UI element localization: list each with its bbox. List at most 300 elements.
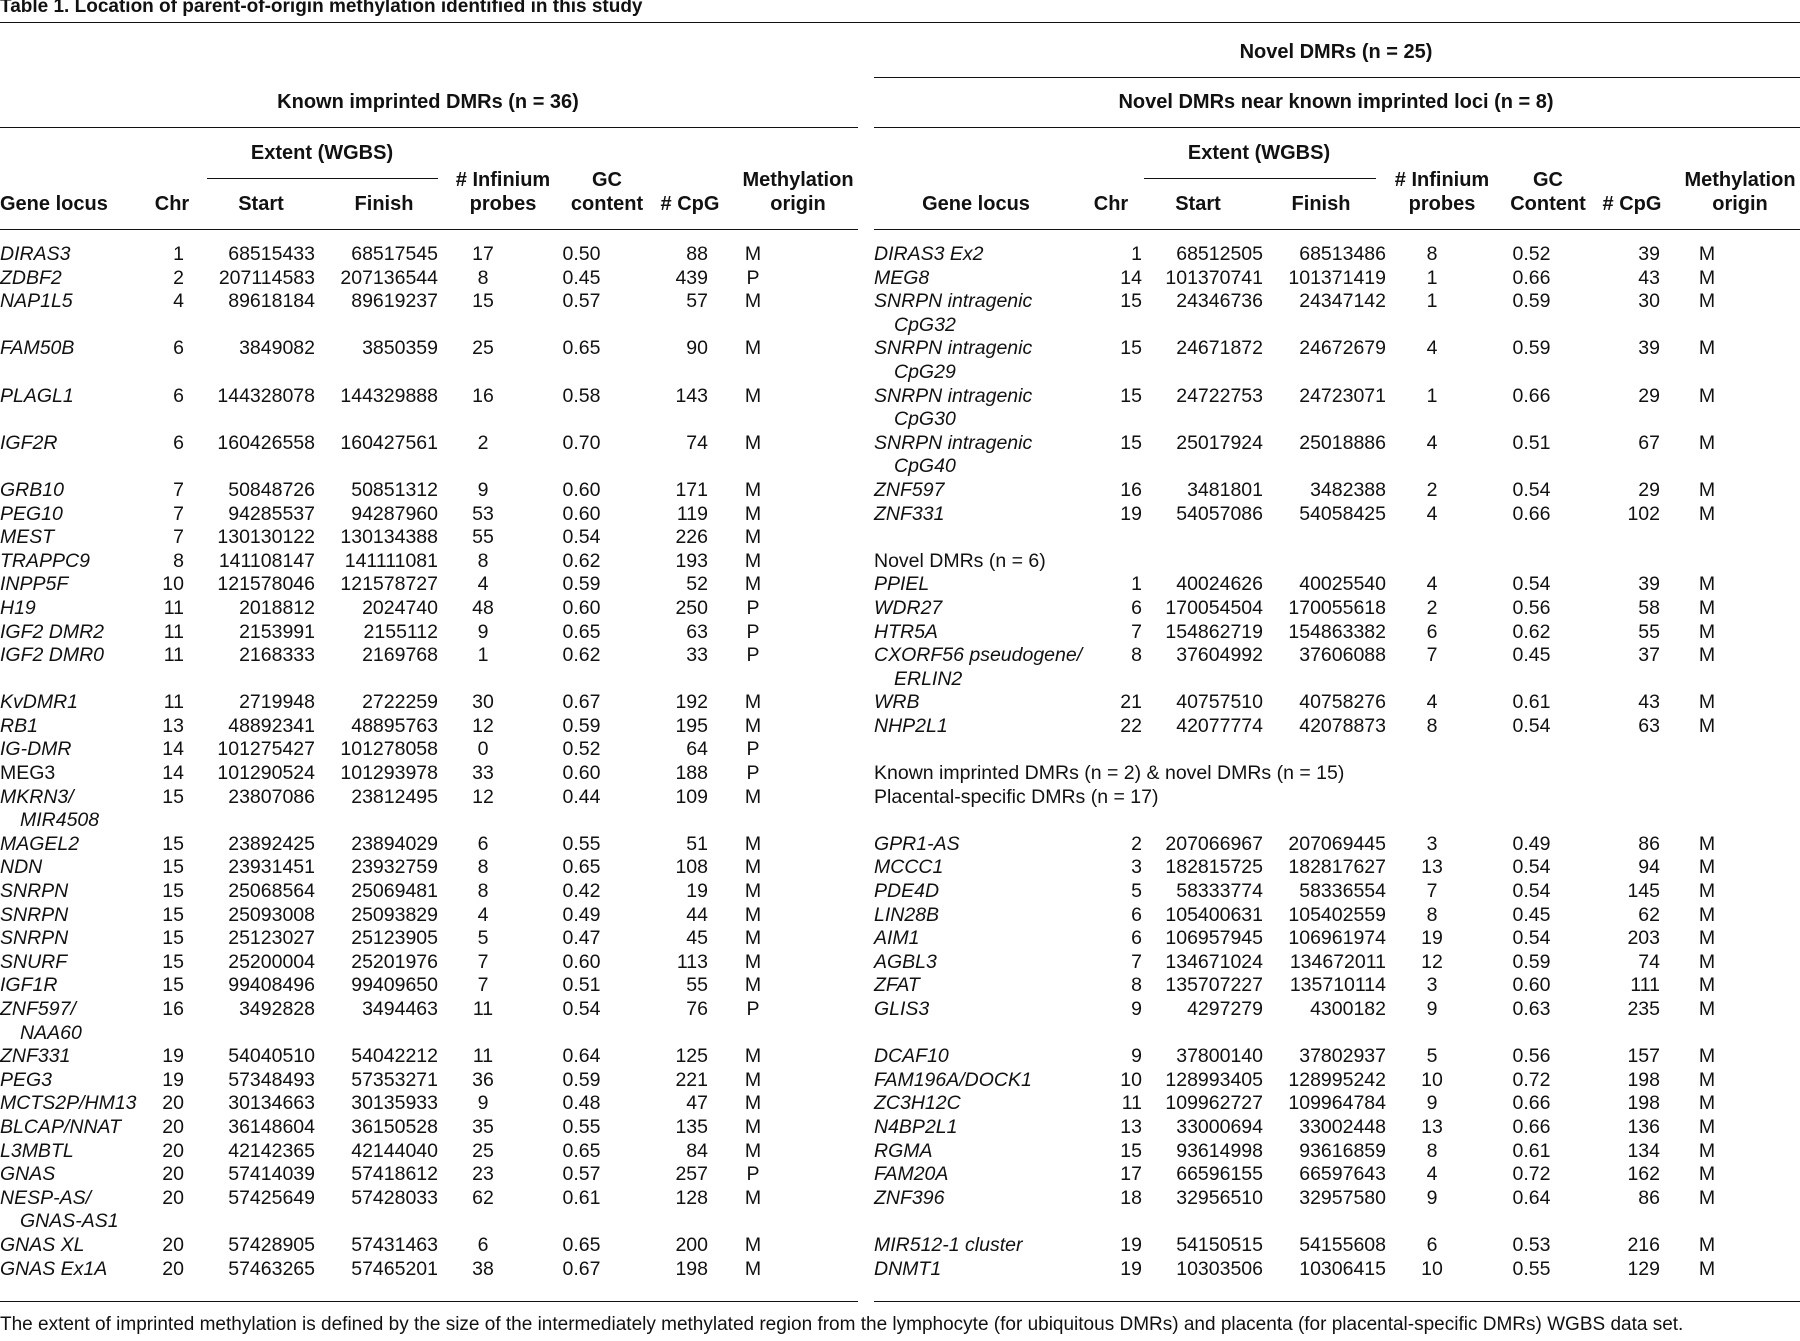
methylation-cell: P — [746, 738, 760, 761]
gene-locus-cell: IGF2 DMR2 — [0, 620, 105, 643]
chr-cell: 15 — [1120, 290, 1142, 313]
infinium-cell: 1 — [1426, 266, 1438, 289]
finish-cell: 207136544 — [340, 266, 438, 289]
infinium-cell: 7 — [1426, 880, 1438, 903]
infinium-cell: 9 — [477, 1092, 489, 1115]
finish-cell: 134672011 — [1289, 950, 1386, 973]
infinium-cell: 9 — [1426, 1186, 1438, 1209]
extent-rule — [1144, 178, 1376, 179]
infinium-cell: 9 — [477, 620, 489, 643]
chr-cell: 7 — [1131, 620, 1142, 643]
chr-cell: 15 — [1120, 337, 1142, 360]
gene-locus-cell: L3MBTL — [0, 1139, 74, 1162]
finish-cell: 170055618 — [1288, 596, 1386, 619]
methylation-cell: M — [1698, 502, 1716, 525]
finish-cell: 37606088 — [1299, 644, 1386, 667]
start-cell: 58333774 — [1176, 880, 1263, 903]
chr-cell: 9 — [1131, 1045, 1142, 1068]
gc-cell: 0.55 — [562, 1115, 601, 1138]
table-row — [0, 573, 798, 597]
gc-cell: 0.52 — [1512, 243, 1551, 265]
gene-locus-cell: PDE4D — [874, 880, 940, 903]
gene-locus-cell: BLCAP/NNAT — [0, 1115, 121, 1138]
infinium-cell: 16 — [472, 384, 494, 407]
table-row — [874, 573, 1754, 597]
gene-locus-cell: SNRPN — [0, 880, 69, 903]
gc-cell: 0.59 — [1512, 337, 1551, 360]
extent-rule — [207, 178, 438, 179]
start-cell: 23807086 — [228, 785, 315, 808]
methylation-cell: M — [1698, 243, 1716, 265]
chr-cell: 21 — [1120, 691, 1142, 714]
finish-cell: 24672679 — [1299, 337, 1386, 360]
infinium-cell: 10 — [1421, 1068, 1443, 1091]
gene-locus-cell: ZNF396 — [874, 1186, 945, 1209]
finish-cell: 54058425 — [1299, 502, 1386, 525]
start-cell: 141108147 — [218, 549, 315, 572]
table-row — [874, 715, 1754, 739]
chr-cell: 19 — [1120, 502, 1142, 525]
finish-cell: 182817627 — [1288, 856, 1386, 879]
table-row — [0, 621, 798, 645]
infinium-cell: 25 — [472, 1139, 494, 1162]
infinium-cell: 1 — [1426, 290, 1438, 313]
chr-cell: 13 — [1120, 1115, 1142, 1138]
start-cell: 130130122 — [217, 526, 315, 549]
gc-cell: 0.60 — [1512, 974, 1551, 997]
infinium-cell: 0 — [477, 738, 489, 761]
start-cell: 101290524 — [217, 762, 315, 785]
infinium-cell: 6 — [477, 832, 489, 855]
infinium-cell: 3 — [1426, 832, 1438, 855]
finish-cell: 94287960 — [351, 502, 438, 525]
methylation-cell: M — [1698, 1092, 1716, 1115]
table-row — [0, 998, 798, 1022]
finish-cell: 57465201 — [351, 1257, 438, 1280]
start-cell: 128993405 — [1165, 1068, 1263, 1091]
methylation-cell: M — [744, 243, 762, 265]
finish-cell: 141111081 — [344, 549, 438, 572]
cpg-cell: 192 — [675, 691, 708, 714]
infinium-cell: 23 — [472, 1163, 494, 1186]
gene-locus-cell: MEG8 — [874, 266, 930, 289]
start-cell: 57414039 — [228, 1163, 315, 1186]
table-row — [874, 880, 1754, 904]
start-cell: 25068564 — [228, 880, 315, 903]
table-row — [874, 526, 1754, 550]
infinium-cell: 8 — [1426, 1139, 1438, 1162]
finish-cell: 101293978 — [340, 762, 438, 785]
infinium-cell: 12 — [1421, 950, 1443, 973]
header-bottom-rule-right — [874, 229, 1800, 230]
table-row — [874, 1210, 1754, 1234]
start-cell: 40024626 — [1176, 573, 1263, 596]
table-row — [874, 974, 1754, 998]
finish-cell: 68517545 — [351, 243, 438, 265]
chr-cell: 19 — [1120, 1233, 1142, 1256]
cpg-cell: 84 — [686, 1139, 708, 1162]
gc-cell: 0.61 — [1512, 1139, 1551, 1162]
spacer-row — [0, 455, 798, 479]
start-cell: 2153991 — [239, 620, 315, 643]
chr-cell: 18 — [1120, 1186, 1142, 1209]
cpg-cell: 52 — [686, 573, 708, 596]
table-row — [0, 526, 798, 550]
chr-cell: 7 — [173, 526, 184, 549]
gene-locus-cell: PEG3 — [0, 1068, 53, 1091]
cpg-cell: 39 — [1638, 573, 1660, 596]
chr-cell: 8 — [1131, 974, 1142, 997]
gc-cell: 0.54 — [1512, 478, 1551, 501]
gc-cell: 0.66 — [1512, 1092, 1551, 1115]
gc-cell: 0.53 — [1512, 1233, 1551, 1256]
left-caption-rule — [0, 127, 858, 128]
methylation-cell: M — [744, 1115, 762, 1138]
gene-locus-cell: SNURF — [0, 950, 68, 973]
start-cell: 170054504 — [1165, 596, 1263, 619]
finish-cell: 48895763 — [351, 714, 438, 737]
gc-cell: 0.54 — [1512, 573, 1551, 596]
novel-near-known-caption: Novel DMRs near known imprinted loci (n = 8) — [1118, 91, 1554, 113]
infinium-cell: 8 — [477, 266, 489, 289]
chr-cell: 4 — [173, 290, 184, 313]
gene-locus-cell: RB1 — [0, 714, 38, 737]
finish-cell: 99409650 — [351, 974, 438, 997]
methylation-cell: M — [744, 290, 762, 313]
table-row — [0, 1116, 798, 1140]
methylation-cell: M — [1698, 1163, 1716, 1186]
chr-cell: 19 — [162, 1045, 184, 1068]
gene-locus-cell: MKRN3/ — [0, 785, 74, 808]
table-row — [0, 951, 798, 975]
start-cell: 57348493 — [228, 1068, 315, 1091]
chr-cell: 15 — [162, 832, 184, 855]
gene-locus-cell: NAP1L5 — [0, 290, 73, 313]
table-row — [0, 597, 798, 621]
methylation-cell: M — [744, 1092, 762, 1115]
gc-cell: 0.44 — [562, 785, 601, 808]
methylation-cell: M — [1698, 998, 1716, 1020]
table-row — [874, 998, 1754, 1022]
table-row — [874, 337, 1754, 361]
infinium-header-1: # Infinium — [1394, 169, 1490, 191]
cpg-cell: 94 — [1638, 856, 1660, 879]
table-row — [0, 243, 798, 267]
infinium-cell: 4 — [477, 573, 489, 596]
chr-cell: 8 — [173, 549, 184, 572]
cpg-cell: 63 — [1638, 714, 1660, 737]
methylation-cell: M — [744, 880, 762, 903]
methylation-cell: M — [744, 1139, 762, 1162]
table-row — [0, 644, 798, 668]
infinium-cell: 7 — [477, 974, 489, 997]
methylation-cell: M — [1698, 596, 1716, 619]
gene-locus-cell: MIR512-1 cluster — [874, 1233, 1023, 1256]
cpg-cell: 143 — [675, 384, 708, 407]
methylation-cell: M — [744, 1257, 762, 1280]
start-cell: 42142365 — [228, 1139, 315, 1162]
infinium-header-2: probes — [469, 193, 537, 215]
gc-cell: 0.59 — [1512, 290, 1551, 313]
gc-cell: 0.52 — [562, 738, 601, 761]
infinium-cell: 9 — [1426, 1092, 1438, 1115]
start-cell: 23892425 — [228, 832, 315, 855]
infinium-cell: 4 — [1426, 502, 1438, 525]
infinium-cell: 13 — [1421, 856, 1443, 879]
infinium-cell: 35 — [472, 1115, 494, 1138]
infinium-cell: 11 — [472, 1045, 494, 1068]
chr-cell: 15 — [162, 785, 184, 808]
gc-cell: 0.54 — [1512, 880, 1551, 903]
cpg-cell: 86 — [1638, 1186, 1660, 1209]
finish-cell: 135710114 — [1289, 974, 1386, 997]
methylation-cell: M — [744, 1045, 762, 1068]
cpg-cell: 109 — [675, 785, 708, 808]
gene-locus-cell: GNAS XL — [0, 1233, 85, 1256]
methylation-cell: M — [1698, 1257, 1716, 1280]
table-row — [0, 1045, 798, 1069]
gc-header-2: content — [570, 193, 644, 215]
infinium-cell: 53 — [472, 502, 494, 525]
methylation-cell: M — [1698, 714, 1716, 737]
start-cell: 48892341 — [228, 714, 315, 737]
gc-cell: 0.57 — [562, 1163, 601, 1186]
finish-cell: 57418612 — [351, 1163, 438, 1186]
table-row — [874, 503, 1754, 527]
start-cell: 54057086 — [1176, 502, 1263, 525]
gene-locus-cell: SNRPN — [0, 903, 69, 926]
gc-cell: 0.49 — [1512, 832, 1551, 855]
table-row — [874, 691, 1754, 715]
chr-cell: 14 — [162, 762, 184, 785]
finish-header: Finish — [1291, 193, 1351, 215]
infinium-cell: 8 — [477, 549, 489, 572]
methylation-header-1: Methylation — [742, 169, 854, 191]
table-row — [0, 1022, 798, 1046]
infinium-cell: 2 — [1426, 596, 1438, 619]
cpg-header: # CpG — [1602, 193, 1662, 215]
gc-cell: 0.54 — [562, 526, 601, 549]
methylation-cell: M — [744, 927, 762, 950]
gene-locus-cell: DNMT1 — [874, 1257, 942, 1280]
gc-cell: 0.65 — [562, 1139, 601, 1162]
table-row — [0, 904, 798, 928]
gene-locus-cell: ZNF331 — [0, 1045, 71, 1068]
table-row — [874, 550, 1754, 574]
chr-cell: 7 — [173, 502, 184, 525]
gene-locus-cell: GNAS Ex1A — [0, 1257, 108, 1280]
infinium-cell: 62 — [472, 1186, 494, 1209]
known-dmrs-caption: Known imprinted DMRs (n = 36) — [277, 91, 579, 113]
gene-locus-cell: PPIEL — [874, 573, 930, 596]
chr-cell: 9 — [1131, 998, 1142, 1020]
methylation-cell: M — [1698, 950, 1716, 973]
start-cell: 36148604 — [228, 1115, 315, 1138]
chr-cell: 15 — [162, 903, 184, 926]
cpg-cell: 193 — [675, 549, 708, 572]
chr-cell: 7 — [173, 478, 184, 501]
chr-cell: 15 — [1120, 1139, 1142, 1162]
methylation-cell: M — [1698, 337, 1716, 360]
gc-cell: 0.59 — [562, 573, 601, 596]
table-row — [874, 479, 1754, 503]
cpg-cell: 111 — [1630, 974, 1660, 997]
gene-locus-continuation: NAA60 — [20, 1021, 82, 1044]
finish-cell: 4300182 — [1310, 998, 1386, 1020]
right-caption-rule — [874, 127, 1800, 128]
cpg-cell: 157 — [1627, 1045, 1660, 1068]
cpg-cell: 47 — [686, 1092, 708, 1115]
infinium-cell: 8 — [1426, 243, 1438, 265]
infinium-cell: 55 — [472, 526, 494, 549]
gc-cell: 0.58 — [562, 384, 601, 407]
gene-locus-cell: MCTS2P/HM13 — [0, 1092, 137, 1115]
start-cell: 134671024 — [1165, 950, 1263, 973]
finish-cell: 154863382 — [1288, 620, 1386, 643]
methylation-cell: M — [1698, 1045, 1716, 1068]
chr-cell: 6 — [1131, 596, 1142, 619]
table-row — [0, 361, 798, 385]
gc-cell: 0.60 — [562, 502, 601, 525]
methylation-cell: M — [1698, 927, 1716, 950]
cpg-cell: 257 — [675, 1163, 708, 1186]
table-row — [0, 1187, 798, 1211]
cpg-cell: 29 — [1638, 384, 1660, 407]
methylation-header-2: origin — [770, 193, 826, 215]
gene-locus-cell: ZDBF2 — [0, 266, 62, 289]
gc-cell: 0.65 — [562, 856, 601, 879]
gc-header-2: Content — [1510, 193, 1586, 215]
gc-cell: 0.60 — [562, 596, 601, 619]
gc-cell: 0.51 — [1512, 431, 1551, 454]
table-row — [0, 290, 798, 314]
table-row — [0, 927, 798, 951]
section-label: Novel DMRs (n = 6) — [874, 549, 1046, 572]
methylation-cell: P — [746, 1163, 760, 1186]
finish-cell: 33002448 — [1299, 1115, 1386, 1138]
start-cell: 3492828 — [239, 998, 315, 1020]
gene-locus-cell: FAM20A — [874, 1163, 949, 1186]
gene-locus-cell: ZFAT — [874, 974, 920, 997]
chr-cell: 10 — [162, 573, 184, 596]
gc-cell: 0.50 — [562, 243, 601, 265]
chr-cell: 15 — [162, 880, 184, 903]
methylation-cell: M — [1698, 290, 1716, 313]
finish-header: Finish — [354, 193, 414, 215]
cpg-cell: 39 — [1638, 243, 1660, 265]
table-row — [874, 1116, 1754, 1140]
infinium-cell: 12 — [472, 785, 494, 808]
methylation-cell: M — [744, 549, 762, 572]
gene-locus-cell: MEG3 — [0, 762, 56, 785]
methylation-cell: M — [1698, 620, 1716, 643]
gene-locus-cell: DIRAS3 Ex2 — [874, 243, 984, 265]
table-row — [0, 1234, 798, 1258]
methylation-cell: M — [744, 714, 762, 737]
start-cell: 135707227 — [1165, 974, 1263, 997]
gc-cell: 0.56 — [1512, 1045, 1551, 1068]
infinium-cell: 9 — [477, 478, 489, 501]
gc-cell: 0.65 — [562, 1233, 601, 1256]
finish-cell: 23812495 — [351, 785, 438, 808]
spacer-row — [0, 314, 798, 338]
finish-cell: 101278058 — [340, 738, 438, 761]
finish-cell: 37802937 — [1299, 1045, 1386, 1068]
methylation-cell: M — [1698, 1115, 1716, 1138]
infinium-cell: 4 — [1426, 573, 1438, 596]
table-row — [0, 786, 798, 810]
start-cell: 32956510 — [1176, 1186, 1263, 1209]
chr-cell: 6 — [173, 384, 184, 407]
gc-cell: 0.48 — [562, 1092, 601, 1115]
chr-cell: 11 — [163, 644, 184, 667]
start-cell: 154862719 — [1165, 620, 1263, 643]
infinium-cell: 12 — [472, 714, 494, 737]
cpg-cell: 216 — [1627, 1233, 1660, 1256]
infinium-cell: 1 — [1426, 384, 1438, 407]
cpg-header: # CpG — [660, 193, 720, 215]
cpg-cell: 39 — [1638, 337, 1660, 360]
finish-cell: 101371419 — [1288, 266, 1386, 289]
gene-locus-cell: PEG10 — [0, 502, 63, 525]
gc-cell: 0.72 — [1512, 1163, 1551, 1186]
start-cell: 37604992 — [1176, 644, 1263, 667]
table-row — [0, 715, 798, 739]
gene-locus-cell: IGF1R — [0, 974, 58, 997]
start-cell: 3849082 — [239, 337, 315, 360]
start-cell: 57428905 — [228, 1233, 315, 1256]
methylation-cell: M — [1698, 974, 1716, 997]
table-row — [0, 1069, 798, 1093]
section-label: Placental-specific DMRs (n = 17) — [874, 785, 1159, 808]
finish-cell: 58336554 — [1299, 880, 1386, 903]
methylation-header-2: origin — [1712, 193, 1768, 215]
start-cell: 93614998 — [1176, 1139, 1263, 1162]
chr-cell: 16 — [1120, 478, 1142, 501]
infinium-cell: 3 — [1426, 974, 1438, 997]
chr-cell: 8 — [1131, 644, 1142, 667]
table-row — [0, 738, 798, 762]
infinium-cell: 7 — [477, 950, 489, 973]
finish-cell: 25018886 — [1299, 431, 1386, 454]
infinium-cell: 4 — [477, 903, 489, 926]
cpg-cell: 188 — [675, 762, 708, 785]
infinium-cell: 9 — [1426, 998, 1438, 1020]
methylation-cell: M — [1698, 1233, 1716, 1256]
gc-cell: 0.54 — [1512, 927, 1551, 950]
finish-cell: 3850359 — [362, 337, 438, 360]
finish-cell: 54042212 — [351, 1045, 438, 1068]
infinium-cell: 11 — [472, 998, 494, 1020]
gc-cell: 0.70 — [562, 431, 601, 454]
start-cell: 40757510 — [1176, 691, 1263, 714]
infinium-header-2: probes — [1408, 193, 1476, 215]
chr-cell: 11 — [1121, 1092, 1142, 1115]
table-row — [874, 597, 1754, 621]
cpg-cell: 125 — [675, 1045, 708, 1068]
infinium-cell: 8 — [477, 856, 489, 879]
start-cell: 160426558 — [217, 431, 315, 454]
finish-cell: 57353271 — [351, 1068, 438, 1091]
cpg-cell: 171 — [675, 478, 708, 501]
table-row — [874, 621, 1754, 645]
methylation-cell: P — [746, 596, 760, 619]
gc-cell: 0.60 — [562, 478, 601, 501]
table-row — [0, 408, 798, 432]
gene-locus-cell: GLIS3 — [874, 998, 930, 1020]
table-row — [0, 503, 798, 527]
cpg-cell: 74 — [1638, 950, 1660, 973]
